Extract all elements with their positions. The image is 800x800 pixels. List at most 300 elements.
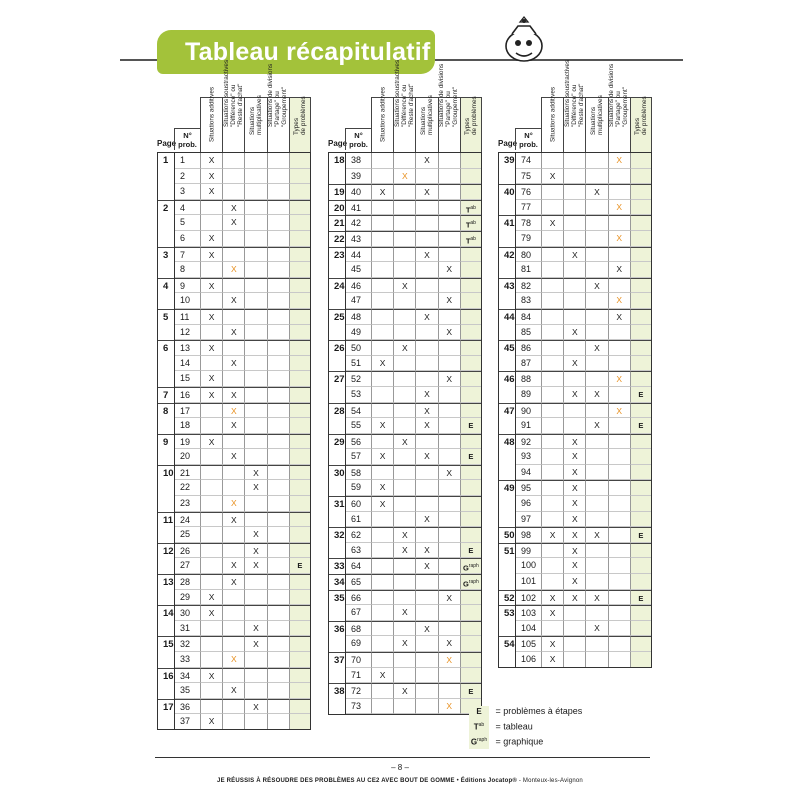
header-col-5	[289, 97, 311, 152]
row-cell-col-3	[585, 325, 607, 341]
row-problem-number: 91	[515, 418, 541, 434]
row-cell-col-5	[289, 418, 311, 434]
row-cell-col-5: E	[630, 418, 652, 434]
row-cell-col-3	[585, 465, 607, 481]
row-page: 42	[498, 247, 515, 263]
row-problem-number: 15	[174, 371, 200, 387]
row-cell-col-1	[371, 683, 393, 699]
row-cell-col-1	[541, 247, 563, 263]
row-cell-col-5	[289, 356, 311, 372]
row-cell-col-4	[608, 215, 630, 231]
table-row	[498, 496, 652, 512]
table-row	[328, 262, 482, 278]
row-cell-col-5	[289, 699, 311, 715]
table-header	[498, 60, 652, 153]
legend-item	[465, 719, 582, 734]
row-page	[157, 184, 174, 200]
row-cell-col-4: X	[438, 590, 460, 606]
footer-place: Monteux-les-Avignon	[522, 778, 583, 784]
row-cell-col-3	[585, 512, 607, 528]
row-page: 14	[157, 605, 174, 621]
row-cell-col-1	[541, 449, 563, 465]
row-cell-col-5	[460, 652, 482, 668]
row-cell-col-4	[267, 449, 289, 465]
row-cell-col-5	[289, 621, 311, 637]
row-cell-col-1: X	[200, 278, 222, 294]
title-rule-right	[435, 59, 683, 61]
type-superscript: raph	[468, 579, 479, 586]
row-cell-col-2	[222, 621, 244, 637]
table-row	[157, 527, 311, 543]
row-cell-col-3	[415, 356, 437, 372]
row-cell-col-4	[267, 496, 289, 512]
row-cell-col-3: X	[244, 543, 266, 559]
row-cell-col-1	[541, 496, 563, 512]
row-cell-col-1: X	[200, 169, 222, 185]
row-cell-col-3	[585, 574, 607, 590]
row-problem-number: 89	[515, 387, 541, 403]
table-row	[498, 278, 652, 294]
table-row	[498, 215, 652, 231]
row-cell-col-3: X	[244, 699, 266, 715]
row-cell-col-2	[393, 418, 415, 434]
row-cell-col-1: X	[541, 169, 563, 185]
row-cell-col-5	[630, 293, 652, 309]
row-cell-col-4	[267, 169, 289, 185]
row-cell-col-2: X	[393, 169, 415, 185]
header-page: Page	[328, 139, 348, 148]
legend-key-superscript: raph	[477, 736, 488, 743]
row-cell-col-2	[393, 465, 415, 481]
row-cell-col-4	[438, 247, 460, 263]
row-cell-col-1	[200, 480, 222, 496]
row-page: 6	[157, 340, 174, 356]
row-cell-col-4	[608, 465, 630, 481]
row-cell-col-5	[460, 262, 482, 278]
row-problem-number: 57	[345, 449, 371, 465]
row-cell-col-5: E	[289, 558, 311, 574]
row-cell-col-5	[289, 247, 311, 263]
row-problem-number: 93	[515, 449, 541, 465]
header-col-2	[563, 60, 586, 152]
row-problem-number: 11	[174, 309, 200, 325]
row-cell-col-4: X	[438, 325, 460, 341]
row-cell-col-2: X	[393, 605, 415, 621]
row-cell-col-1	[541, 371, 563, 387]
row-cell-col-5: $G^{raph}$	[460, 574, 482, 590]
row-cell-col-2	[393, 153, 415, 169]
table-row	[328, 371, 482, 387]
row-page: 43	[498, 278, 515, 294]
row-problem-number: 19	[174, 434, 200, 450]
row-cell-col-5	[289, 449, 311, 465]
row-cell-col-2	[393, 371, 415, 387]
row-cell-col-1: X	[541, 527, 563, 543]
row-page	[328, 262, 345, 278]
row-cell-col-3	[415, 683, 437, 699]
row-page: 19	[328, 184, 345, 200]
row-cell-col-5: $T^{ab}$	[460, 215, 482, 231]
row-cell-col-5	[289, 496, 311, 512]
table-row	[328, 574, 482, 590]
table-row	[498, 325, 652, 341]
row-page: 39	[504, 155, 515, 166]
row-problem-number: 79	[515, 231, 541, 247]
page-title: Tableau récapitulatif	[157, 30, 435, 74]
row-cell-col-2	[393, 621, 415, 637]
row-cell-col-4	[438, 434, 460, 450]
row-cell-col-3	[585, 231, 607, 247]
row-problem-number: 66	[345, 590, 371, 606]
row-cell-col-1	[371, 699, 393, 715]
row-problem-number: 44	[345, 247, 371, 263]
row-problem-number: 1	[174, 153, 200, 169]
table-row	[498, 293, 652, 309]
header-col-4	[438, 64, 460, 152]
row-cell-col-5	[289, 636, 311, 652]
row-cell-col-3	[585, 262, 607, 278]
row-cell-col-5: E	[460, 543, 482, 559]
row-cell-col-3	[415, 480, 437, 496]
row-cell-col-5	[289, 371, 311, 387]
row-cell-col-4	[608, 527, 630, 543]
row-page: 26	[328, 340, 345, 356]
row-cell-col-5: E	[460, 418, 482, 434]
row-cell-col-5	[630, 636, 652, 652]
row-cell-col-4	[438, 200, 460, 216]
row-cell-col-5	[460, 169, 482, 185]
row-cell-col-4	[438, 683, 460, 699]
type-superscript: ab	[470, 235, 476, 242]
row-cell-col-3	[415, 590, 437, 606]
header-col-line: "Reste d'achat"	[578, 83, 586, 128]
row-problem-number: 39	[345, 169, 371, 185]
row-problem-number: 75	[515, 169, 541, 185]
row-page	[157, 418, 174, 434]
row-cell-col-2	[222, 371, 244, 387]
row-cell-col-4	[438, 403, 460, 419]
row-cell-col-1	[541, 387, 563, 403]
row-cell-col-1	[371, 169, 393, 185]
table-row	[328, 418, 482, 434]
row-cell-col-4: X	[438, 636, 460, 652]
row-cell-col-2	[563, 184, 585, 200]
row-cell-col-1	[541, 480, 563, 496]
row-cell-col-4	[608, 184, 630, 200]
row-cell-col-1: X	[200, 247, 222, 263]
row-cell-col-2: X	[222, 418, 244, 434]
row-cell-col-2	[563, 652, 585, 668]
row-cell-col-1	[541, 325, 563, 341]
header-col-5	[460, 97, 482, 152]
table-row	[498, 418, 652, 434]
table-row	[328, 590, 482, 606]
row-page: 7	[157, 387, 174, 403]
row-problem-number: 90	[515, 403, 541, 419]
row-page: 21	[328, 215, 345, 231]
row-page	[157, 449, 174, 465]
row-cell-col-3	[585, 558, 607, 574]
table-header	[328, 60, 482, 153]
row-page	[328, 668, 345, 684]
row-page: 32	[328, 527, 345, 543]
row-cell-col-4: X	[438, 371, 460, 387]
row-cell-col-1	[541, 293, 563, 309]
table-row	[157, 200, 311, 216]
row-cell-col-2	[393, 309, 415, 325]
row-page	[328, 387, 345, 403]
row-problem-number: 65	[345, 574, 371, 590]
row-page	[498, 418, 515, 434]
row-problem-number: 54	[345, 403, 371, 419]
header-col-line: Situations additives	[207, 86, 215, 142]
table-row	[498, 247, 652, 263]
row-cell-col-5	[289, 231, 311, 247]
header-col-line: de problèmes	[640, 95, 648, 135]
row-cell-col-2: X	[563, 558, 585, 574]
row-cell-col-4	[267, 574, 289, 590]
table-row	[157, 309, 311, 325]
row-cell-col-1: X	[200, 153, 222, 169]
header-col-text	[634, 96, 648, 135]
row-cell-col-4	[438, 309, 460, 325]
row-cell-col-4	[608, 558, 630, 574]
legend-item	[465, 705, 582, 719]
row-cell-col-1: X	[541, 590, 563, 606]
row-cell-col-1: X	[371, 496, 393, 512]
table-row	[157, 714, 311, 730]
row-cell-col-1	[200, 293, 222, 309]
footer-separator: •	[456, 778, 459, 784]
row-cell-col-2	[222, 605, 244, 621]
row-cell-col-2: X	[563, 496, 585, 512]
row-cell-col-2: X	[563, 465, 585, 481]
row-cell-col-3: X	[585, 418, 607, 434]
row-cell-col-1	[371, 340, 393, 356]
row-cell-col-1	[371, 325, 393, 341]
row-cell-col-5	[460, 340, 482, 356]
row-cell-col-1	[541, 418, 563, 434]
row-cell-col-5	[460, 371, 482, 387]
row-cell-col-3	[244, 293, 266, 309]
row-problem-number: 62	[345, 527, 371, 543]
row-page: 10	[157, 465, 174, 481]
row-cell-col-2	[393, 699, 415, 715]
table-row	[498, 309, 652, 325]
row-cell-col-1: X	[200, 231, 222, 247]
summary-table-3	[498, 60, 652, 668]
row-cell-col-3	[244, 231, 266, 247]
row-cell-col-1	[371, 262, 393, 278]
row-cell-col-3: X	[244, 465, 266, 481]
row-cell-col-2	[563, 278, 585, 294]
row-cell-col-3: X	[585, 590, 607, 606]
row-cell-col-4	[438, 605, 460, 621]
table-row	[157, 262, 311, 278]
row-cell-col-1: X	[200, 371, 222, 387]
row-problem-number: 63	[345, 543, 371, 559]
row-problem-number: 7	[174, 247, 200, 263]
table-row	[157, 652, 311, 668]
row-cell-col-4	[608, 590, 630, 606]
row-cell-col-1	[200, 683, 222, 699]
row-cell-col-4	[267, 371, 289, 387]
row-cell-col-4	[608, 247, 630, 263]
row-cell-col-1	[541, 558, 563, 574]
row-cell-col-3	[585, 480, 607, 496]
row-page: 31	[328, 496, 345, 512]
row-cell-col-1	[371, 387, 393, 403]
table-row	[498, 574, 652, 590]
row-cell-col-5	[289, 668, 311, 684]
row-problem-number: 42	[345, 215, 371, 231]
row-cell-col-3	[585, 496, 607, 512]
table-row	[157, 668, 311, 684]
row-cell-col-5	[460, 465, 482, 481]
row-cell-col-5: E	[630, 590, 652, 606]
table-row	[328, 558, 482, 574]
row-cell-col-3	[415, 574, 437, 590]
row-page: 3	[157, 247, 174, 263]
row-cell-col-4	[608, 340, 630, 356]
header-col-line: "Groupement"	[622, 87, 630, 128]
table-row	[157, 574, 311, 590]
row-problem-number: 56	[345, 434, 371, 450]
row-problem-number: 18	[174, 418, 200, 434]
row-cell-col-5	[289, 293, 311, 309]
table-row	[328, 387, 482, 403]
row-cell-col-4	[438, 215, 460, 231]
row-cell-col-4	[438, 184, 460, 200]
row-cell-col-5	[630, 356, 652, 372]
row-problem-number: 33	[174, 652, 200, 668]
row-problem-number: 77	[515, 200, 541, 216]
row-cell-col-4	[608, 543, 630, 559]
table-row	[157, 699, 311, 715]
title-rule-left	[120, 59, 160, 61]
table-row	[328, 247, 482, 263]
table-row	[157, 153, 311, 169]
row-page: 47	[498, 403, 515, 419]
row-cell-col-2	[393, 652, 415, 668]
row-problem-number: 20	[174, 449, 200, 465]
row-page	[498, 652, 515, 668]
header-col-line: "Différence" ou	[230, 84, 238, 128]
row-cell-col-2	[393, 512, 415, 528]
row-cell-col-2: X	[222, 449, 244, 465]
header-col-text	[549, 87, 556, 142]
row-cell-col-1: X	[371, 668, 393, 684]
row-cell-col-5: E	[630, 387, 652, 403]
row-problem-number: 43	[345, 231, 371, 247]
row-cell-col-5	[460, 496, 482, 512]
row-cell-col-2	[222, 278, 244, 294]
row-cell-col-5	[630, 652, 652, 668]
row-page	[498, 169, 515, 185]
row-cell-col-3	[244, 590, 266, 606]
row-cell-col-5	[460, 387, 482, 403]
row-cell-col-4	[267, 184, 289, 200]
row-cell-col-5: E	[460, 449, 482, 465]
row-problem-number: 47	[345, 293, 371, 309]
row-cell-col-4	[267, 325, 289, 341]
row-cell-col-2	[222, 590, 244, 606]
row-page: 8	[157, 403, 174, 419]
row-problem-number: 106	[515, 652, 541, 668]
row-cell-col-2	[563, 169, 585, 185]
row-cell-col-1	[200, 356, 222, 372]
row-problem-number: 105	[515, 636, 541, 652]
header-problem-number: N° prob.	[515, 128, 541, 150]
header-page: Page	[157, 139, 177, 148]
row-page: 49	[498, 480, 515, 496]
row-cell-col-4	[267, 621, 289, 637]
row-cell-col-4	[267, 590, 289, 606]
row-cell-col-3	[585, 543, 607, 559]
row-page	[328, 543, 345, 559]
row-problem-number: 46	[345, 278, 371, 294]
row-cell-col-3: X	[585, 527, 607, 543]
row-page	[498, 558, 515, 574]
row-cell-col-5	[289, 184, 311, 200]
table-row	[157, 465, 311, 481]
row-cell-col-4: X	[608, 200, 630, 216]
row-cell-col-2	[222, 247, 244, 263]
row-cell-col-5	[289, 527, 311, 543]
row-cell-col-4	[267, 418, 289, 434]
row-cell-col-1	[371, 527, 393, 543]
row-problem-number: 95	[515, 480, 541, 496]
row-cell-col-5	[289, 590, 311, 606]
row-cell-col-4	[267, 465, 289, 481]
table-row	[157, 371, 311, 387]
row-cell-col-4	[267, 527, 289, 543]
row-cell-col-5	[630, 325, 652, 341]
row-cell-col-2	[563, 200, 585, 216]
row-page: 15	[157, 636, 174, 652]
row-page	[328, 699, 345, 715]
row-cell-col-2	[393, 387, 415, 403]
row-problem-number: 64	[345, 558, 371, 574]
row-problem-number: 38	[345, 153, 371, 169]
row-cell-col-3	[244, 247, 266, 263]
table-row	[498, 371, 652, 387]
row-cell-col-2	[393, 293, 415, 309]
table-row	[328, 512, 482, 528]
row-cell-col-1: X	[371, 418, 393, 434]
header-col-3	[244, 94, 266, 152]
legend-key-box: $G^{raph}$	[469, 734, 489, 749]
row-cell-col-4	[267, 512, 289, 528]
row-page: 13	[157, 574, 174, 590]
row-page: 37	[328, 652, 345, 668]
row-cell-col-3	[244, 512, 266, 528]
row-cell-col-3: X	[585, 387, 607, 403]
table-header	[157, 60, 311, 153]
row-cell-col-1: X	[200, 668, 222, 684]
header-col-line: "Partage" ou	[615, 91, 623, 128]
row-cell-col-2: X	[563, 574, 585, 590]
row-page	[328, 449, 345, 465]
row-cell-col-5	[289, 605, 311, 621]
row-problem-number: 32	[174, 636, 200, 652]
table-row	[498, 652, 652, 668]
row-cell-col-3	[415, 262, 437, 278]
row-cell-col-3	[415, 496, 437, 512]
row-cell-col-1: X	[200, 605, 222, 621]
row-cell-col-3: X	[244, 636, 266, 652]
header-col-line: Situations soustractives	[563, 60, 571, 128]
